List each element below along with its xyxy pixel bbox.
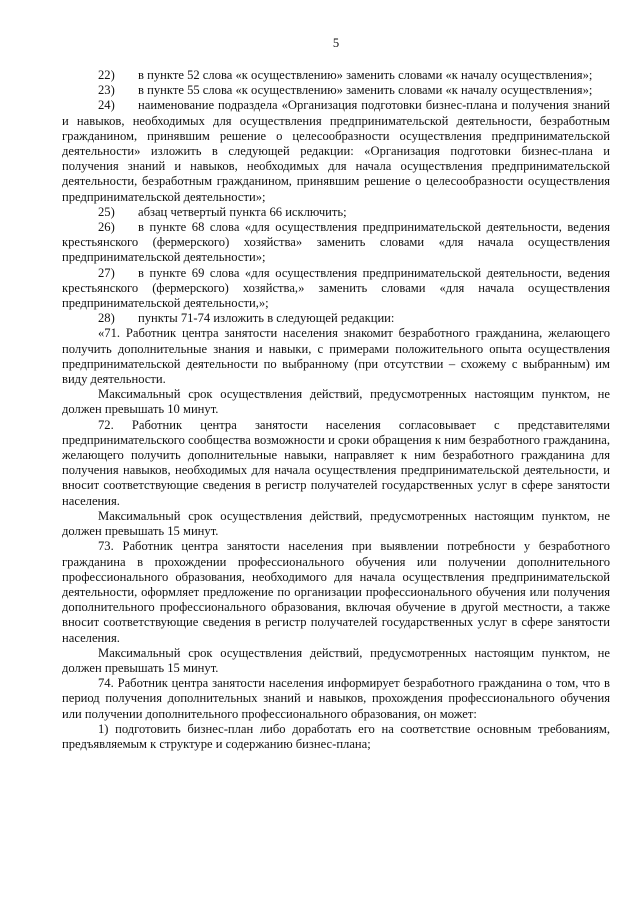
item-text: абзац четвертый пункта 66 исключить; [138, 204, 347, 219]
item-number: 24) [98, 98, 115, 113]
paragraph: «71. Работник центра занятости населения знакомит безработного гражданина, желающего получить дополнительные знания и навыки, с примерами положительного опыта осуществления предпринимательской деятельности по выбранному (при отсутствии – схожему с выбранным) им виду деятельности. [62, 326, 610, 387]
item-text: наименование подраздела «Организация подготовки бизнес-плана и получения знаний и навыков, необходимых для осуществления предпринимательской деятельности, безработным гражданином, принявшим решение о целесообразности осуществления предпринимательской деятельности» изложить в следующей редакции: «Организация подготовки бизнес-плана и получения знаний и навыков, необходимых для начала осуществления предпринимательской деятельности, безработным гражданином, принявшим решение о целесообразности осуществления предпринимательской деятельности»; [62, 98, 610, 204]
paragraph: 72. Работник центра занятости населения согласовывает с представителями предпринимательского сообщества возможности и сроки обращения к ним безработного гражданина, желающего получить дополнительные навыки, направляет к ним безработного гражданина для получения навыков, необходимых для начала осуществления предпринимательской деятельности, и вносит соответствующие сведения в регистр получателей государственных услуг в сфере занятости населения. [62, 417, 610, 508]
item-number: 25) [98, 204, 115, 219]
page-number: 5 [332, 36, 340, 50]
item-number: 23) [98, 83, 115, 98]
item-number: 27) [98, 265, 115, 280]
list-item [62, 68, 610, 83]
paragraph: 1) подготовить бизнес-план либо доработать его на соответствие основным требованиям, предъявляемым к структуре и содержанию бизнес-плана; [62, 721, 610, 751]
list-item [62, 205, 610, 220]
list-item [62, 220, 610, 266]
item-number: 26) [98, 220, 115, 235]
item-text: в пункте 52 слова «к осуществлению» заменить словами «к началу осуществления»; [138, 68, 593, 82]
item-number: 22) [98, 68, 115, 82]
item-text: в пункте 55 слова «к осуществлению» заменить словами «к началу осуществления»; [138, 83, 593, 98]
paragraph: 74. Работник центра занятости населения информирует безработного гражданина о том, что в период получения дополнительных знаний и навыков, прохождения профессионального обучения или получении дополнительного профессионального образования, он может: [62, 676, 610, 721]
item-text: в пункте 68 слова «для осуществления предпринимательской деятельности, ведения крестьянского (фермерского) хозяйства» заменить словами «для начала осуществления предпринимательской деятельности»; [62, 220, 610, 265]
paragraph: Максимальный срок осуществления действий, предусмотренных настоящим пунктом, не должен превышать 15 минут. [62, 645, 610, 675]
list-item [62, 266, 610, 312]
paragraph: Максимальный срок осуществления действий, предусмотренных настоящим пунктом, не должен превышать 10 минут. [62, 387, 610, 417]
item-number: 28) [98, 311, 115, 326]
paragraph: 73. Работник центра занятости населения при выявлении потребности у безработного гражданина в прохождении профессионального обучения или получении дополнительного профессионального образования, необходимого для начала осуществления предпринимательской деятельности, оформляет предложение по организации профессионального обучения или получения дополнительного профессионального образования, включая обучение в другой местности, а также вносит соответствующие сведения в регистр получателей государственных услуг в сфере занятости населения. [62, 539, 610, 645]
item-text: пункты 71-74 изложить в следующей редакции: [138, 311, 395, 326]
list-item [62, 311, 610, 326]
item-text: в пункте 69 слова «для осуществления предпринимательской деятельности, ведения крестьянского (фермерского) хозяйства,» заменить словами «для начала осуществления предпринимательской деятельности,»; [62, 265, 610, 311]
document-body [62, 68, 610, 752]
list-item [62, 98, 610, 204]
paragraph: Максимальный срок осуществления действий, предусмотренных настоящим пунктом, не должен превышать 15 минут. [62, 508, 610, 539]
list-item [62, 83, 610, 98]
